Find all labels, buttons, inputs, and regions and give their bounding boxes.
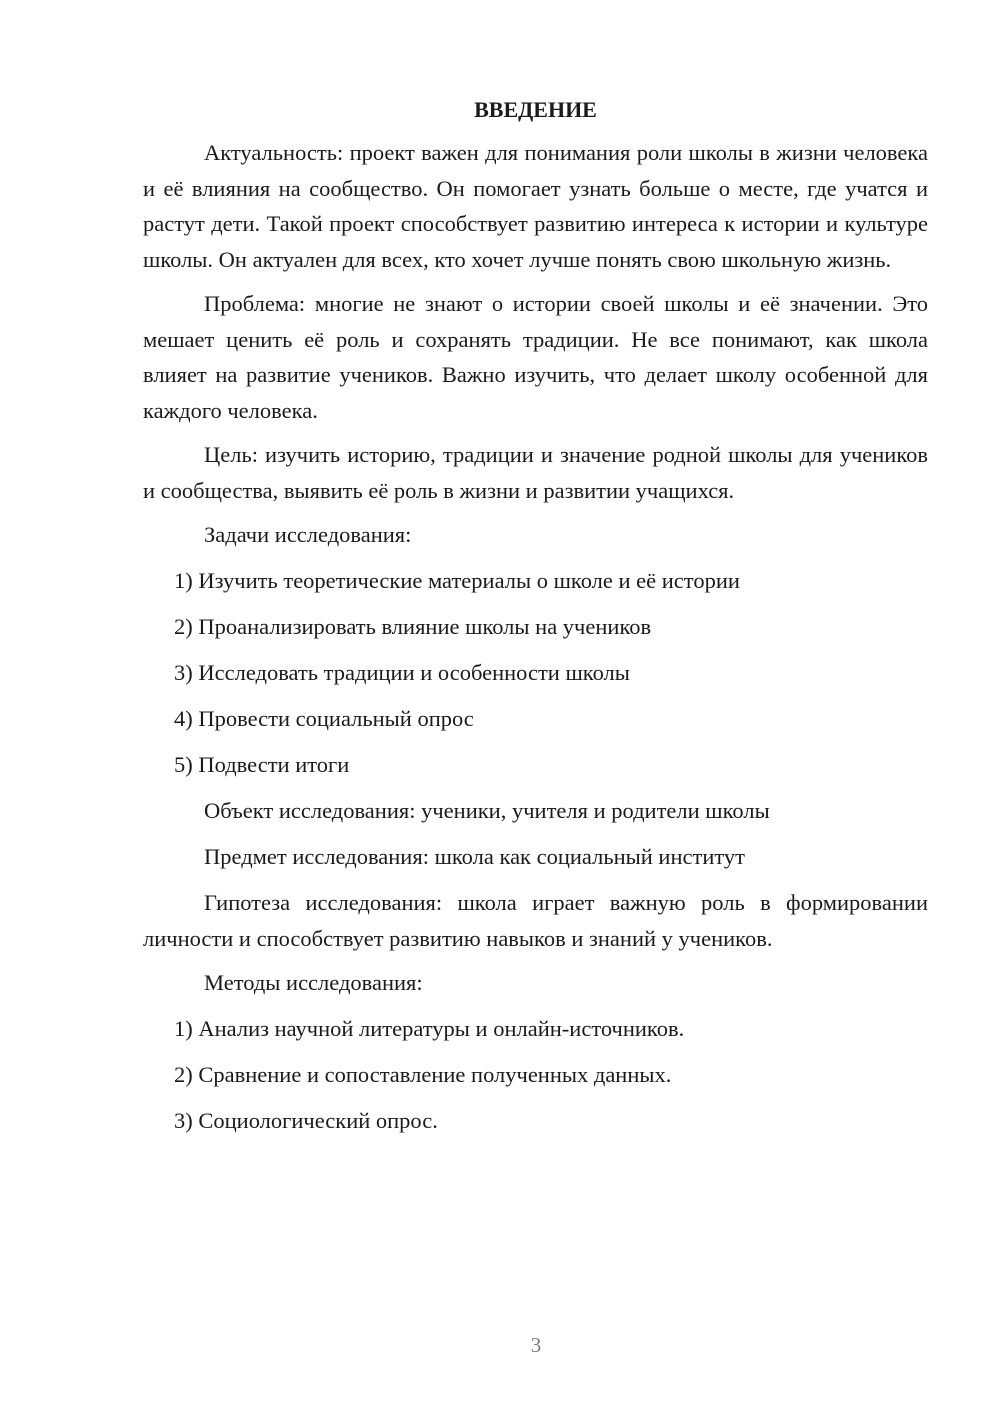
tasks-list — [143, 563, 928, 783]
method-item: 3) Социологический опрос. — [174, 1108, 438, 1133]
task-item: 2) Проанализировать влияние школы на учеников — [174, 614, 652, 639]
task-item: 5) Подвести итоги — [174, 752, 350, 777]
hypothesis-paragraph: Гипотеза исследования: школа играет важную роль в формировании личности и способствует развитию навыков и знаний у учеников. — [143, 890, 928, 951]
page-number: 3 — [530, 1333, 542, 1357]
methods-heading: Методы исследования: — [204, 970, 423, 995]
task-item: 3) Исследовать традиции и особенности школы — [174, 660, 630, 685]
page-content — [143, 94, 928, 1149]
tasks-heading: Задачи исследования: — [204, 522, 412, 547]
research-subject: Предмет исследования: школа как социальный институт — [204, 844, 745, 869]
method-item: 2) Сравнение и сопоставление полученных данных. — [174, 1062, 672, 1087]
method-item: 1) Анализ научной литературы и онлайн-источников. — [174, 1016, 685, 1041]
methods-list — [143, 1011, 928, 1139]
problem-paragraph: Проблема: многие не знают о истории своей школы и её значении. Это мешает ценить её роль и сохранять традиции. Не все понимают, как школа влияет на развитие учеников. Важно изучить, что делает школу особенной для каждого человека. — [143, 291, 928, 423]
page-title: ВВЕДЕНИЕ — [474, 97, 597, 122]
task-item: 4) Провести социальный опрос — [174, 706, 474, 731]
research-object: Объект исследования: ученики, учителя и родители школы — [204, 798, 770, 823]
relevance-paragraph: Актуальность: проект важен для понимания роли школы в жизни человека и её влияния на сообщество. Он помогает узнать больше о месте, где учатся и растут дети. Такой проект способствует развитию интереса к истории и культуре школы. Он актуален для всех, кто хочет лучше понять свою школьную жизнь. — [143, 140, 928, 272]
task-item: 1) Изучить теоретические материалы о школе и её истории — [174, 568, 740, 593]
goal-paragraph: Цель: изучить историю, традиции и значение родной школы для учеников и сообщества, выявить её роль в жизни и развитии учащихся. — [143, 442, 928, 503]
